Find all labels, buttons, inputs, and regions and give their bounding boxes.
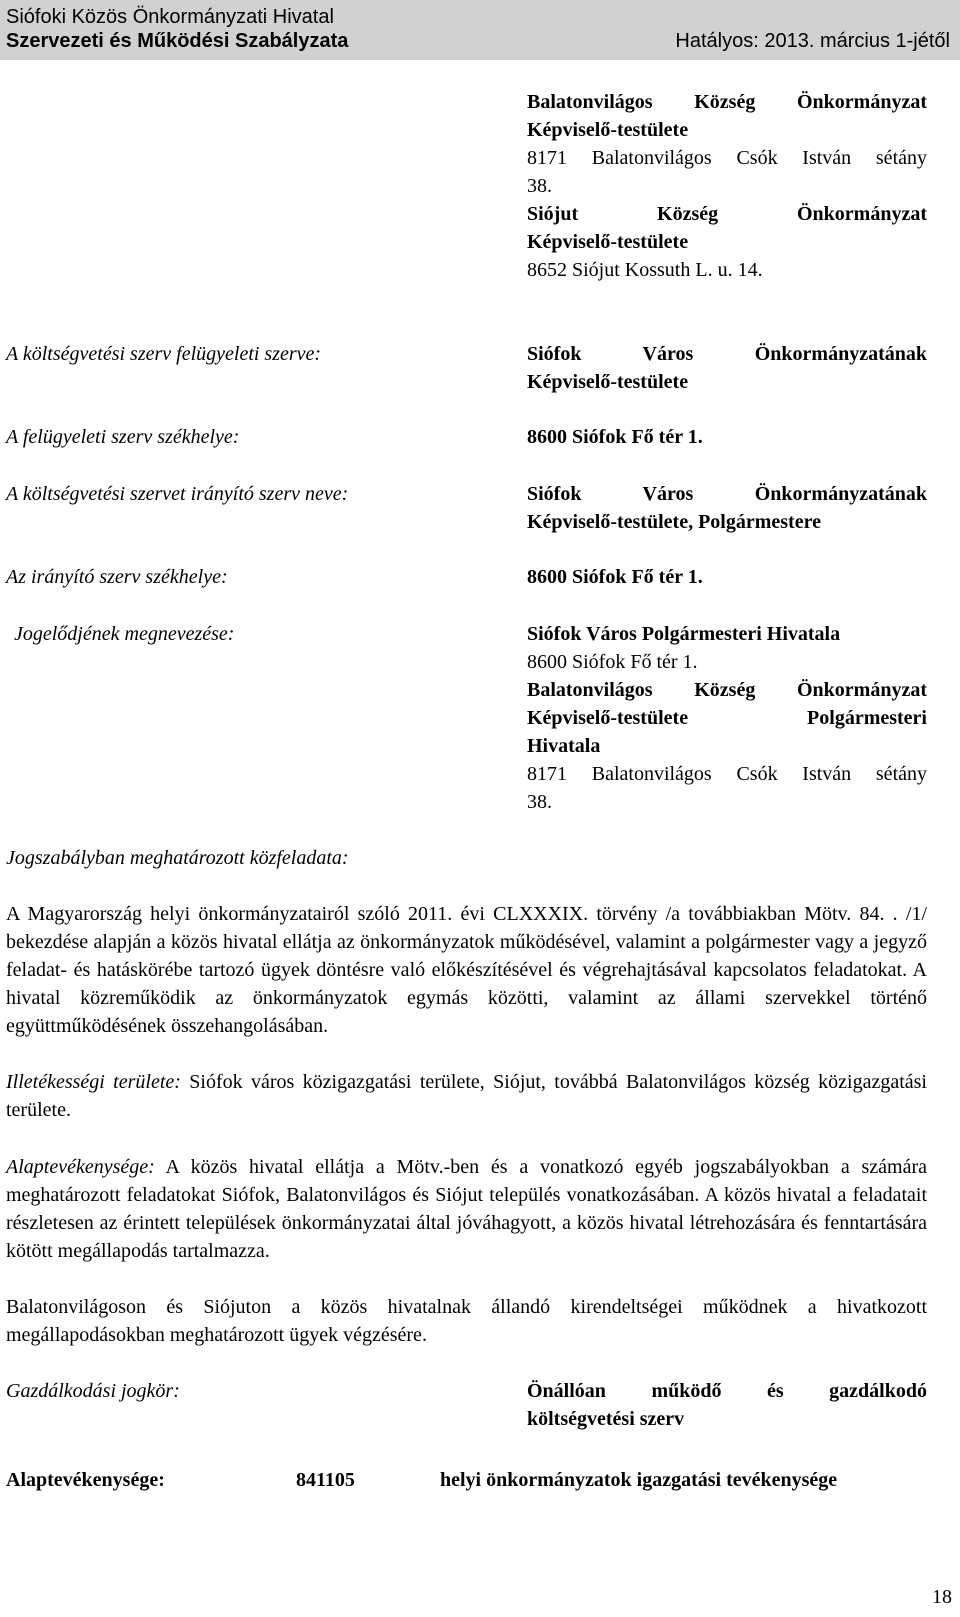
header-org-name: Siófoki Közös Önkormányzati Hivatal: [6, 6, 334, 28]
predecessor-line: 8171 Balatonvilágos Csók István sétány: [527, 763, 927, 785]
scope-label: Illetékességi területe:: [6, 1071, 181, 1093]
financial-label: Gazdálkodási jogkör:: [6, 1380, 180, 1402]
supervisor-seat-label: A felügyeleti szerv székhelye:: [6, 426, 240, 448]
predecessor-line: Hivatala: [527, 735, 601, 757]
supervisor-value: Siófok Város Önkormányzatának: [527, 343, 927, 365]
director-label: A költségvetési szervet irányító szerv neve:: [6, 483, 349, 505]
public-task-label: Jogszabályban meghatározott közfeladata:: [6, 847, 349, 869]
director-seat-label: Az irányító szerv székhelye:: [6, 566, 228, 588]
financial-value: költségvetési szerv: [527, 1408, 685, 1430]
predecessor-line: 38.: [527, 791, 552, 813]
predecessor-line: Balatonvilágos Község Önkormányzat: [527, 679, 927, 701]
activity-code-number: 841105: [296, 1469, 355, 1491]
page-header: [0, 0, 960, 60]
supervisor-value: Képviselő-testülete: [527, 371, 689, 393]
founder-name-line: Siójut Község Önkormányzat: [527, 203, 927, 225]
predecessor-label: Jogelődjének megnevezése:: [14, 623, 235, 645]
founder-address-line: 38.: [527, 175, 552, 197]
page-number: 18: [932, 1586, 952, 1608]
scope-paragraph: [6, 1068, 927, 1124]
director-value: Siófok Város Önkormányzatának: [527, 483, 927, 505]
financial-value: Önállóan működő és gazdálkodó: [527, 1380, 927, 1402]
header-effective-date: Hatályos: 2013. március 1-jétől: [675, 30, 950, 52]
predecessor-line: Siófok Város Polgármesteri Hivatala: [527, 623, 841, 645]
activity-code-label: Alaptevékenysége:: [6, 1469, 165, 1491]
founder-name-line: Képviselő-testülete: [527, 119, 689, 141]
director-value: Képviselő-testülete, Polgármestere: [527, 511, 821, 533]
founder-address-line: 8652 Siójut Kossuth L. u. 14.: [527, 259, 763, 281]
supervisor-label: A költségvetési szerv felügyeleti szerve:: [6, 343, 322, 365]
activity-code-description: helyi önkormányzatok igazgatási tevékenysége: [440, 1469, 838, 1491]
predecessor-line: Képviselő-testülete Polgármesteri: [527, 707, 927, 729]
founder-address-line: 8171 Balatonvilágos Csók István sétány: [527, 147, 927, 169]
scope-text: Siófok város közigazgatási területe, Siójut, továbbá Balatonvilágos község közigazgatási területe.: [6, 1071, 927, 1121]
core-activity-paragraph: [6, 1153, 927, 1265]
predecessor-line: 8600 Siófok Fő tér 1.: [527, 651, 698, 673]
header-doc-title: Szervezeti és Működési Szabályzata: [6, 30, 349, 52]
founder-name-line: Képviselő-testülete: [527, 231, 689, 253]
director-seat-value: 8600 Siófok Fő tér 1.: [527, 566, 703, 588]
supervisor-seat-value: 8600 Siófok Fő tér 1.: [527, 426, 703, 448]
founder-name-line: Balatonvilágos Község Önkormányzat: [527, 91, 927, 113]
core-activity-text: A közös hivatal ellátja a Mötv.-ben és a vonatkozó egyéb jogszabályokban a számára meghatározott feladatokat Siófok, Balatonvilágos és Siójut település vonatkozásában. A közös hivatal a feladatait részletesen az érintett települések önkormányzatai által jóváhagyott, a közös hivatal létrehozására és fenntartására kötött megállapodás tartalmazza.: [6, 1156, 927, 1262]
core-activity-label: Alaptevékenysége:: [6, 1156, 155, 1178]
branch-offices-paragraph: Balatonvilágoson és Siójuton a közös hivatalnak állandó kirendeltségei működnek a hivatkozott megállapodásokban meghatározott ügyek végzésére.: [6, 1296, 927, 1346]
public-task-paragraph: A Magyarország helyi önkormányzatairól szóló 2011. évi CLXXXIX. törvény /a továbbiakban Mötv. 84. . /1/ bekezdése alapján a közös hivatal ellátja az önkormányzatok működésével, valamint a polgármester vagy a jegyző feladat- és hatáskörébe tartozó ügyek döntésre való előkészítésével és végrehajtásával kapcsolatos feladatokat. A hivatal közreműködik az önkormányzatok egymás közötti, valamint az állami szervekkel történő együttműködésének összehangolásában.: [6, 903, 927, 1037]
